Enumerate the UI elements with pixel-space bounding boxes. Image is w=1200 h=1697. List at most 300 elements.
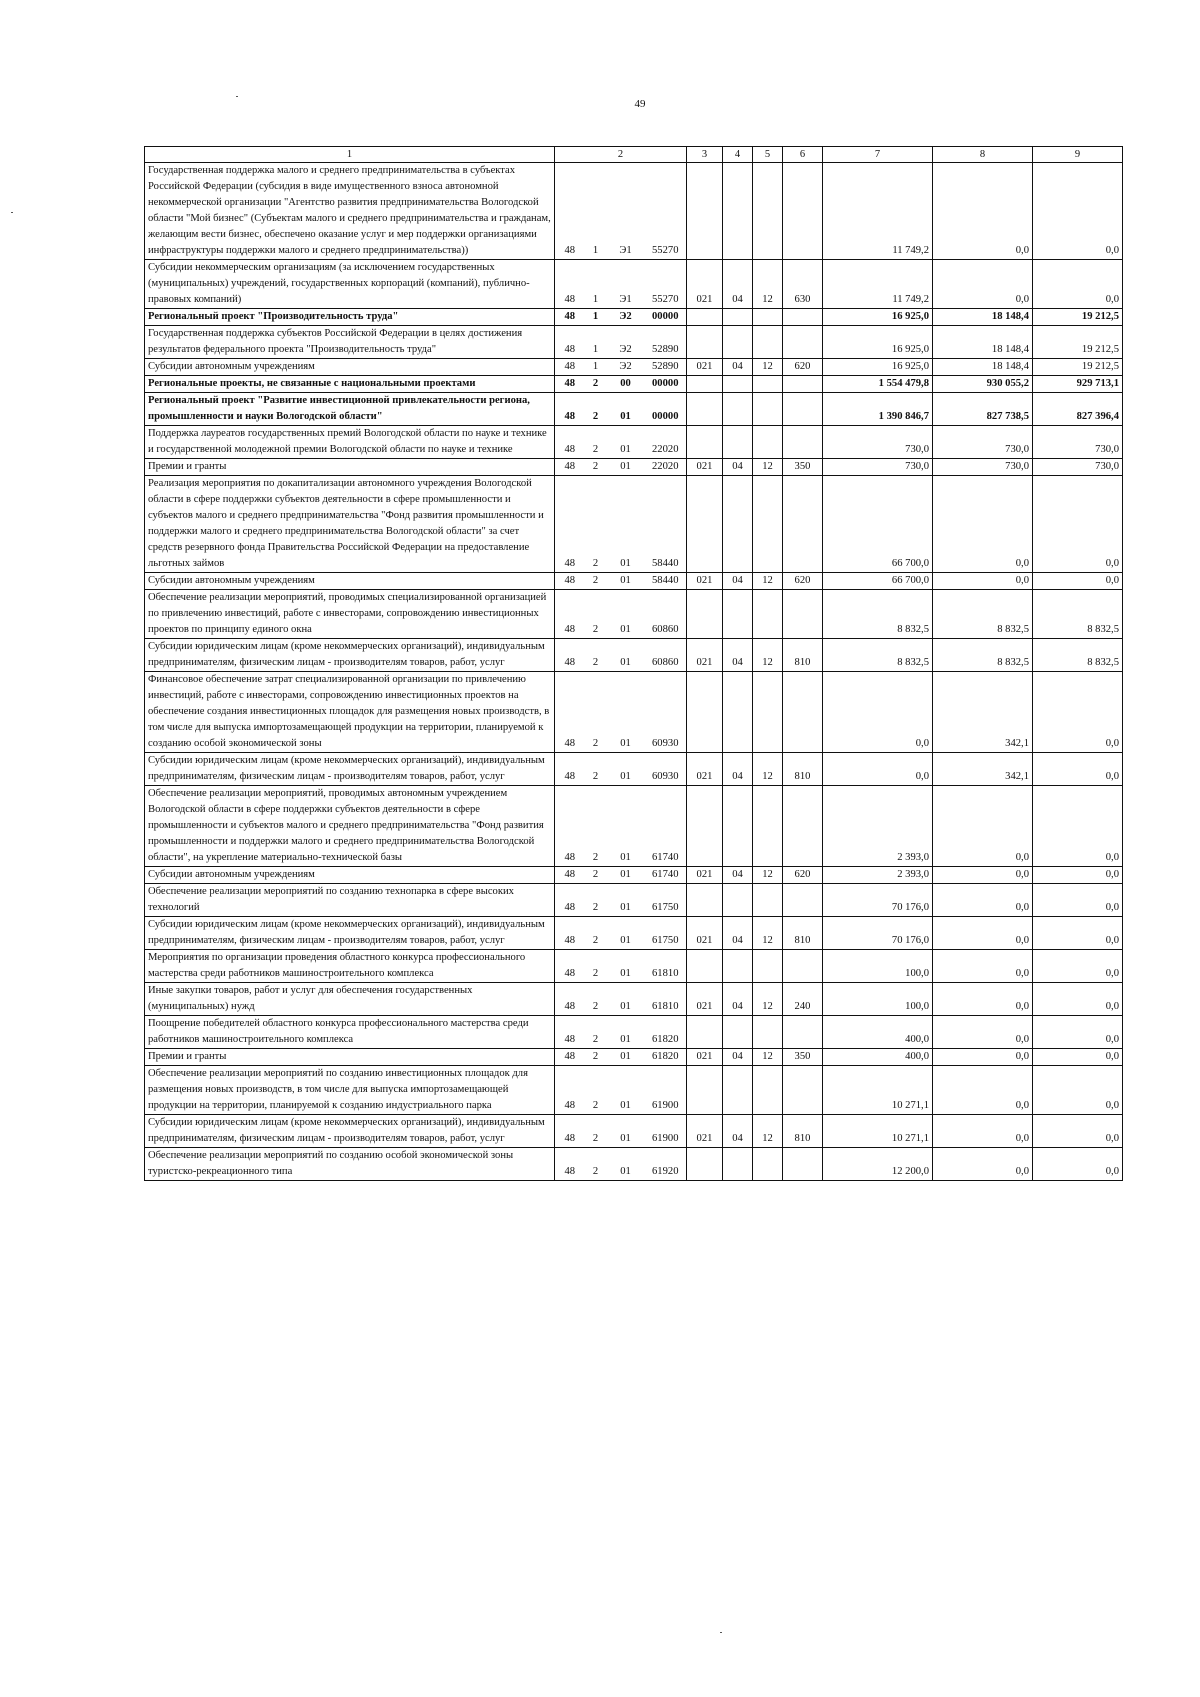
code-program: 48 bbox=[555, 163, 585, 260]
code-subprogram: 2 bbox=[585, 1066, 607, 1115]
amount-col9: 730,0 bbox=[1033, 426, 1123, 459]
code-expense-type bbox=[783, 950, 823, 983]
code-program: 48 bbox=[555, 260, 585, 309]
code-project: Э1 bbox=[607, 260, 645, 309]
code-program: 48 bbox=[555, 639, 585, 672]
code-subsection: 12 bbox=[753, 573, 783, 590]
row-name: Обеспечение реализации мероприятий по созданию особой экономической зоны туристско-рекреационного типа bbox=[145, 1148, 555, 1181]
code-section bbox=[723, 393, 753, 426]
code-subsection bbox=[753, 376, 783, 393]
amount-col7: 400,0 bbox=[823, 1049, 933, 1066]
amount-col8: 0,0 bbox=[933, 1115, 1033, 1148]
code-subprogram: 2 bbox=[585, 950, 607, 983]
column-header: 5 bbox=[753, 147, 783, 163]
code-expense-type bbox=[783, 1016, 823, 1049]
code-program: 48 bbox=[555, 786, 585, 867]
code-subsection: 12 bbox=[753, 639, 783, 672]
code-subprogram: 2 bbox=[585, 1016, 607, 1049]
code-section bbox=[723, 950, 753, 983]
code-subsection bbox=[753, 426, 783, 459]
code-ministry: 021 bbox=[687, 1115, 723, 1148]
code-project: 01 bbox=[607, 672, 645, 753]
table-row bbox=[145, 753, 1123, 786]
amount-col7: 10 271,1 bbox=[823, 1066, 933, 1115]
table-row bbox=[145, 359, 1123, 376]
code-subprogram: 2 bbox=[585, 1049, 607, 1066]
table-row bbox=[145, 884, 1123, 917]
budget-table bbox=[144, 146, 1123, 1181]
amount-col7: 0,0 bbox=[823, 753, 933, 786]
code-section: 04 bbox=[723, 753, 753, 786]
code-direction: 61820 bbox=[645, 1049, 687, 1066]
code-program: 48 bbox=[555, 867, 585, 884]
code-direction: 61810 bbox=[645, 950, 687, 983]
code-direction: 61900 bbox=[645, 1115, 687, 1148]
code-expense-type bbox=[783, 426, 823, 459]
table-row bbox=[145, 786, 1123, 867]
code-direction: 61810 bbox=[645, 983, 687, 1016]
code-subprogram: 2 bbox=[585, 786, 607, 867]
code-ministry bbox=[687, 426, 723, 459]
code-program: 48 bbox=[555, 573, 585, 590]
table-row bbox=[145, 393, 1123, 426]
amount-col7: 100,0 bbox=[823, 983, 933, 1016]
code-expense-type bbox=[783, 393, 823, 426]
row-name: Субсидии автономным учреждениям bbox=[145, 573, 555, 590]
table-row bbox=[145, 376, 1123, 393]
code-program: 48 bbox=[555, 1049, 585, 1066]
row-name: Мероприятия по организации проведения областного конкурса профессионального мастерства среди работников машиностроительного комплекса bbox=[145, 950, 555, 983]
table-row bbox=[145, 1148, 1123, 1181]
amount-col9: 929 713,1 bbox=[1033, 376, 1123, 393]
row-name: Финансовое обеспечение затрат специализированной организации по привлечению инвестиций, работе с инвесторами, сопровождению инвестиционных проектов на обеспечение создания инвестиционных площадок для размещения новых производств, в том числе для выпуска импортозамещающей продукции на территории, планируемой к созданию особой экономической зоны bbox=[145, 672, 555, 753]
code-project: 01 bbox=[607, 950, 645, 983]
amount-col7: 730,0 bbox=[823, 426, 933, 459]
code-ministry: 021 bbox=[687, 867, 723, 884]
code-program: 48 bbox=[555, 753, 585, 786]
code-subsection bbox=[753, 309, 783, 326]
code-project: Э2 bbox=[607, 359, 645, 376]
code-section bbox=[723, 590, 753, 639]
code-project: 01 bbox=[607, 1016, 645, 1049]
table-row bbox=[145, 309, 1123, 326]
code-subsection bbox=[753, 590, 783, 639]
code-program: 48 bbox=[555, 309, 585, 326]
code-section bbox=[723, 376, 753, 393]
code-section bbox=[723, 1016, 753, 1049]
code-section: 04 bbox=[723, 867, 753, 884]
amount-col7: 8 832,5 bbox=[823, 639, 933, 672]
row-name: Поощрение победителей областного конкурса профессионального мастерства среди работников машиностроительного комплекса bbox=[145, 1016, 555, 1049]
code-expense-type: 350 bbox=[783, 459, 823, 476]
code-section bbox=[723, 1066, 753, 1115]
amount-col7: 12 200,0 bbox=[823, 1148, 933, 1181]
amount-col8: 0,0 bbox=[933, 1049, 1033, 1066]
code-subsection bbox=[753, 1066, 783, 1115]
code-program: 48 bbox=[555, 672, 585, 753]
amount-col9: 19 212,5 bbox=[1033, 326, 1123, 359]
row-name: Субсидии некоммерческим организациям (за исключением государственных (муниципальных) учреждений, государственных корпораций (компаний), публично-правовых компаний) bbox=[145, 260, 555, 309]
code-section: 04 bbox=[723, 359, 753, 376]
amount-col9: 0,0 bbox=[1033, 672, 1123, 753]
code-section bbox=[723, 1148, 753, 1181]
code-direction: 22020 bbox=[645, 426, 687, 459]
code-ministry bbox=[687, 309, 723, 326]
code-section: 04 bbox=[723, 639, 753, 672]
code-direction: 58440 bbox=[645, 476, 687, 573]
amount-col8: 730,0 bbox=[933, 426, 1033, 459]
code-project: Э2 bbox=[607, 309, 645, 326]
row-name: Реализация мероприятия по докапитализации автономного учреждения Вологодской области в сфере поддержки субъектов деятельности в сфере промышленности и субъектов малого и среднего предпринимательства "Фонд развития промышленности и поддержки малого и среднего предпринимательства Вологодской области" за счет средств резервного фонда Правительства Российской Федерации на предоставление льготных займов bbox=[145, 476, 555, 573]
code-subprogram: 2 bbox=[585, 376, 607, 393]
code-subsection bbox=[753, 1016, 783, 1049]
code-subsection bbox=[753, 786, 783, 867]
amount-col8: 0,0 bbox=[933, 786, 1033, 867]
code-section bbox=[723, 163, 753, 260]
code-ministry: 021 bbox=[687, 753, 723, 786]
code-subprogram: 2 bbox=[585, 459, 607, 476]
table-row bbox=[145, 867, 1123, 884]
code-program: 48 bbox=[555, 884, 585, 917]
code-section: 04 bbox=[723, 983, 753, 1016]
amount-col7: 1 554 479,8 bbox=[823, 376, 933, 393]
code-program: 48 bbox=[555, 1115, 585, 1148]
code-expense-type: 810 bbox=[783, 917, 823, 950]
code-project: 01 bbox=[607, 1049, 645, 1066]
code-ministry: 021 bbox=[687, 359, 723, 376]
code-expense-type bbox=[783, 1148, 823, 1181]
column-header: 3 bbox=[687, 147, 723, 163]
amount-col8: 342,1 bbox=[933, 672, 1033, 753]
code-project: 01 bbox=[607, 639, 645, 672]
amount-col9: 0,0 bbox=[1033, 884, 1123, 917]
code-project: 01 bbox=[607, 393, 645, 426]
code-project: 01 bbox=[607, 459, 645, 476]
row-name: Обеспечение реализации мероприятий, проводимых специализированной организацией по привлечению инвестиций, работе с инвесторами, сопровождению инвестиционных проектов по принципу единого окна bbox=[145, 590, 555, 639]
code-expense-type: 620 bbox=[783, 359, 823, 376]
code-section: 04 bbox=[723, 917, 753, 950]
code-expense-type: 240 bbox=[783, 983, 823, 1016]
amount-col8: 8 832,5 bbox=[933, 590, 1033, 639]
amount-col9: 0,0 bbox=[1033, 753, 1123, 786]
amount-col7: 66 700,0 bbox=[823, 573, 933, 590]
table-row bbox=[145, 672, 1123, 753]
code-subprogram: 1 bbox=[585, 163, 607, 260]
amount-col7: 10 271,1 bbox=[823, 1115, 933, 1148]
column-header: 4 bbox=[723, 147, 753, 163]
table-row bbox=[145, 917, 1123, 950]
column-header: 2 bbox=[555, 147, 687, 163]
code-expense-type: 810 bbox=[783, 753, 823, 786]
table-row bbox=[145, 1115, 1123, 1148]
code-project: Э1 bbox=[607, 163, 645, 260]
code-project: 01 bbox=[607, 867, 645, 884]
code-project: 01 bbox=[607, 983, 645, 1016]
code-program: 48 bbox=[555, 1148, 585, 1181]
code-subsection: 12 bbox=[753, 867, 783, 884]
code-direction: 61740 bbox=[645, 867, 687, 884]
code-program: 48 bbox=[555, 426, 585, 459]
amount-col7: 11 749,2 bbox=[823, 260, 933, 309]
code-direction: 00000 bbox=[645, 376, 687, 393]
table-header-row bbox=[145, 147, 1123, 163]
amount-col9: 0,0 bbox=[1033, 163, 1123, 260]
row-name: Субсидии юридическим лицам (кроме некоммерческих организаций), индивидуальным предпринимателям, физическим лицам - производителям товаров, работ, услуг bbox=[145, 753, 555, 786]
code-direction: 58440 bbox=[645, 573, 687, 590]
code-ministry: 021 bbox=[687, 983, 723, 1016]
code-subsection bbox=[753, 476, 783, 573]
code-direction: 52890 bbox=[645, 359, 687, 376]
code-direction: 60860 bbox=[645, 590, 687, 639]
code-subprogram: 1 bbox=[585, 309, 607, 326]
code-ministry bbox=[687, 1148, 723, 1181]
code-direction: 60860 bbox=[645, 639, 687, 672]
code-expense-type bbox=[783, 326, 823, 359]
code-direction: 61750 bbox=[645, 884, 687, 917]
scan-speck bbox=[11, 212, 13, 213]
code-expense-type bbox=[783, 1066, 823, 1115]
row-name: Обеспечение реализации мероприятий по созданию технопарка в сфере высоких технологий bbox=[145, 884, 555, 917]
row-name: Субсидии юридическим лицам (кроме некоммерческих организаций), индивидуальным предпринимателям, физическим лицам - производителям товаров, работ, услуг bbox=[145, 1115, 555, 1148]
amount-col9: 19 212,5 bbox=[1033, 359, 1123, 376]
code-direction: 61900 bbox=[645, 1066, 687, 1115]
code-program: 48 bbox=[555, 917, 585, 950]
code-expense-type bbox=[783, 884, 823, 917]
row-name: Иные закупки товаров, работ и услуг для обеспечения государственных (муниципальных) нужд bbox=[145, 983, 555, 1016]
code-subprogram: 2 bbox=[585, 1115, 607, 1148]
code-subsection bbox=[753, 1148, 783, 1181]
amount-col9: 0,0 bbox=[1033, 1148, 1123, 1181]
code-ministry bbox=[687, 476, 723, 573]
code-program: 48 bbox=[555, 326, 585, 359]
amount-col9: 0,0 bbox=[1033, 1066, 1123, 1115]
amount-col9: 0,0 bbox=[1033, 917, 1123, 950]
code-ministry bbox=[687, 393, 723, 426]
code-ministry: 021 bbox=[687, 639, 723, 672]
code-subsection bbox=[753, 950, 783, 983]
amount-col9: 0,0 bbox=[1033, 983, 1123, 1016]
code-direction: 52890 bbox=[645, 326, 687, 359]
amount-col8: 0,0 bbox=[933, 573, 1033, 590]
code-direction: 61820 bbox=[645, 1016, 687, 1049]
code-subprogram: 2 bbox=[585, 983, 607, 1016]
code-expense-type bbox=[783, 309, 823, 326]
amount-col8: 0,0 bbox=[933, 917, 1033, 950]
code-expense-type: 350 bbox=[783, 1049, 823, 1066]
code-expense-type: 620 bbox=[783, 573, 823, 590]
code-program: 48 bbox=[555, 359, 585, 376]
column-header: 8 bbox=[933, 147, 1033, 163]
table-row bbox=[145, 573, 1123, 590]
code-subsection: 12 bbox=[753, 753, 783, 786]
code-section bbox=[723, 476, 753, 573]
code-subprogram: 2 bbox=[585, 917, 607, 950]
amount-col7: 0,0 bbox=[823, 672, 933, 753]
code-ministry bbox=[687, 672, 723, 753]
code-subsection: 12 bbox=[753, 1115, 783, 1148]
code-subprogram: 2 bbox=[585, 639, 607, 672]
column-header: 1 bbox=[145, 147, 555, 163]
table-row bbox=[145, 983, 1123, 1016]
code-subsection bbox=[753, 163, 783, 260]
amount-col8: 0,0 bbox=[933, 950, 1033, 983]
code-subsection: 12 bbox=[753, 359, 783, 376]
amount-col9: 0,0 bbox=[1033, 573, 1123, 590]
code-ministry bbox=[687, 884, 723, 917]
code-program: 48 bbox=[555, 393, 585, 426]
table-row bbox=[145, 426, 1123, 459]
code-ministry: 021 bbox=[687, 459, 723, 476]
table-row bbox=[145, 1016, 1123, 1049]
code-section bbox=[723, 326, 753, 359]
row-name: Обеспечение реализации мероприятий по созданию инвестиционных площадок для размещения новых производств, в том числе для выпуска импортозамещающей продукции на территории, планируемой к созданию индустриального парка bbox=[145, 1066, 555, 1115]
amount-col7: 730,0 bbox=[823, 459, 933, 476]
code-section: 04 bbox=[723, 459, 753, 476]
row-name: Государственная поддержка малого и среднего предпринимательства в субъектах Российской Федерации (субсидия в виде имущественного взноса автономной некоммерческой организации "Агентство развития предпринимательства Вологодской области "Мой бизнес" (Субъектам малого и среднего предпринимательства и гражданам, желающим вести бизнес, обеспечено оказание услуг и мер поддержки организациями инфраструктуры поддержки малого и среднего предпринимательства)) bbox=[145, 163, 555, 260]
amount-col8: 0,0 bbox=[933, 476, 1033, 573]
amount-col8: 18 148,4 bbox=[933, 309, 1033, 326]
code-direction: 61740 bbox=[645, 786, 687, 867]
code-project: 01 bbox=[607, 1066, 645, 1115]
code-project: 01 bbox=[607, 1148, 645, 1181]
amount-col8: 18 148,4 bbox=[933, 359, 1033, 376]
code-subsection: 12 bbox=[753, 260, 783, 309]
code-direction: 22020 bbox=[645, 459, 687, 476]
code-section bbox=[723, 884, 753, 917]
scan-speck bbox=[720, 1632, 722, 1633]
column-header: 7 bbox=[823, 147, 933, 163]
code-section bbox=[723, 672, 753, 753]
table-row bbox=[145, 476, 1123, 573]
row-name: Субсидии автономным учреждениям bbox=[145, 867, 555, 884]
code-section bbox=[723, 786, 753, 867]
amount-col8: 0,0 bbox=[933, 1066, 1033, 1115]
row-name: Государственная поддержка субъектов Российской Федерации в целях достижения результатов федерального проекта "Производительность труда" bbox=[145, 326, 555, 359]
code-subsection: 12 bbox=[753, 983, 783, 1016]
row-name: Премии и гранты bbox=[145, 1049, 555, 1066]
code-ministry bbox=[687, 786, 723, 867]
code-project: 01 bbox=[607, 476, 645, 573]
amount-col8: 930 055,2 bbox=[933, 376, 1033, 393]
code-program: 48 bbox=[555, 476, 585, 573]
amount-col7: 8 832,5 bbox=[823, 590, 933, 639]
code-direction: 60930 bbox=[645, 672, 687, 753]
amount-col8: 0,0 bbox=[933, 163, 1033, 260]
code-subprogram: 2 bbox=[585, 884, 607, 917]
amount-col8: 0,0 bbox=[933, 867, 1033, 884]
code-ministry bbox=[687, 590, 723, 639]
code-program: 48 bbox=[555, 950, 585, 983]
amount-col8: 827 738,5 bbox=[933, 393, 1033, 426]
code-ministry bbox=[687, 1066, 723, 1115]
table-row bbox=[145, 590, 1123, 639]
amount-col7: 2 393,0 bbox=[823, 867, 933, 884]
code-expense-type bbox=[783, 376, 823, 393]
code-subprogram: 2 bbox=[585, 393, 607, 426]
amount-col9: 0,0 bbox=[1033, 1115, 1123, 1148]
code-project: 01 bbox=[607, 1115, 645, 1148]
table-row bbox=[145, 639, 1123, 672]
code-subprogram: 2 bbox=[585, 1148, 607, 1181]
amount-col7: 11 749,2 bbox=[823, 163, 933, 260]
row-name: Поддержка лауреатов государственных премий Вологодской области по науке и технике и государственной молодежной премии Вологодской области по науке и технике bbox=[145, 426, 555, 459]
code-subprogram: 2 bbox=[585, 590, 607, 639]
row-name: Обеспечение реализации мероприятий, проводимых автономным учреждением Вологодской области в сфере поддержки субъектов деятельности в сфере промышленности и субъектов малого и среднего предпринимательства "Фонд развития промышленности и поддержки малого и среднего предпринимательства Вологодской области", на укрепление материально-технической базы bbox=[145, 786, 555, 867]
amount-col8: 730,0 bbox=[933, 459, 1033, 476]
code-expense-type bbox=[783, 672, 823, 753]
amount-col9: 730,0 bbox=[1033, 459, 1123, 476]
code-program: 48 bbox=[555, 376, 585, 393]
amount-col8: 8 832,5 bbox=[933, 639, 1033, 672]
amount-col7: 70 176,0 bbox=[823, 884, 933, 917]
code-expense-type: 630 bbox=[783, 260, 823, 309]
code-expense-type bbox=[783, 476, 823, 573]
row-name: Региональный проект "Развитие инвестиционной привлекательности региона, промышленности и науки Вологодской области" bbox=[145, 393, 555, 426]
amount-col8: 0,0 bbox=[933, 1148, 1033, 1181]
code-direction: 00000 bbox=[645, 309, 687, 326]
code-direction: 55270 bbox=[645, 163, 687, 260]
amount-col7: 400,0 bbox=[823, 1016, 933, 1049]
code-subprogram: 1 bbox=[585, 326, 607, 359]
code-expense-type bbox=[783, 163, 823, 260]
code-direction: 61750 bbox=[645, 917, 687, 950]
code-subsection bbox=[753, 672, 783, 753]
amount-col9: 0,0 bbox=[1033, 476, 1123, 573]
code-project: Э2 bbox=[607, 326, 645, 359]
code-direction: 55270 bbox=[645, 260, 687, 309]
amount-col7: 1 390 846,7 bbox=[823, 393, 933, 426]
amount-col9: 0,0 bbox=[1033, 1049, 1123, 1066]
amount-col9: 0,0 bbox=[1033, 260, 1123, 309]
amount-col8: 0,0 bbox=[933, 1016, 1033, 1049]
code-subsection bbox=[753, 884, 783, 917]
amount-col8: 342,1 bbox=[933, 753, 1033, 786]
row-name: Премии и гранты bbox=[145, 459, 555, 476]
page-number: 49 bbox=[634, 98, 646, 110]
row-name: Региональный проект "Производительность труда" bbox=[145, 309, 555, 326]
column-header: 6 bbox=[783, 147, 823, 163]
amount-col7: 2 393,0 bbox=[823, 786, 933, 867]
code-expense-type: 810 bbox=[783, 1115, 823, 1148]
code-section: 04 bbox=[723, 1049, 753, 1066]
code-project: 01 bbox=[607, 753, 645, 786]
code-project: 01 bbox=[607, 590, 645, 639]
code-ministry: 021 bbox=[687, 1049, 723, 1066]
amount-col8: 0,0 bbox=[933, 983, 1033, 1016]
code-ministry bbox=[687, 376, 723, 393]
code-ministry: 021 bbox=[687, 917, 723, 950]
amount-col9: 0,0 bbox=[1033, 950, 1123, 983]
code-expense-type bbox=[783, 786, 823, 867]
code-program: 48 bbox=[555, 590, 585, 639]
amount-col9: 0,0 bbox=[1033, 786, 1123, 867]
amount-col7: 16 925,0 bbox=[823, 326, 933, 359]
code-project: 01 bbox=[607, 786, 645, 867]
amount-col9: 827 396,4 bbox=[1033, 393, 1123, 426]
code-expense-type bbox=[783, 590, 823, 639]
code-program: 48 bbox=[555, 983, 585, 1016]
code-subprogram: 2 bbox=[585, 672, 607, 753]
code-project: 01 bbox=[607, 917, 645, 950]
amount-col9: 8 832,5 bbox=[1033, 590, 1123, 639]
code-subsection: 12 bbox=[753, 1049, 783, 1066]
code-direction: 00000 bbox=[645, 393, 687, 426]
row-name: Субсидии юридическим лицам (кроме некоммерческих организаций), индивидуальным предпринимателям, физическим лицам - производителям товаров, работ, услуг bbox=[145, 639, 555, 672]
code-subprogram: 2 bbox=[585, 573, 607, 590]
amount-col9: 8 832,5 bbox=[1033, 639, 1123, 672]
amount-col7: 66 700,0 bbox=[823, 476, 933, 573]
amount-col7: 70 176,0 bbox=[823, 917, 933, 950]
